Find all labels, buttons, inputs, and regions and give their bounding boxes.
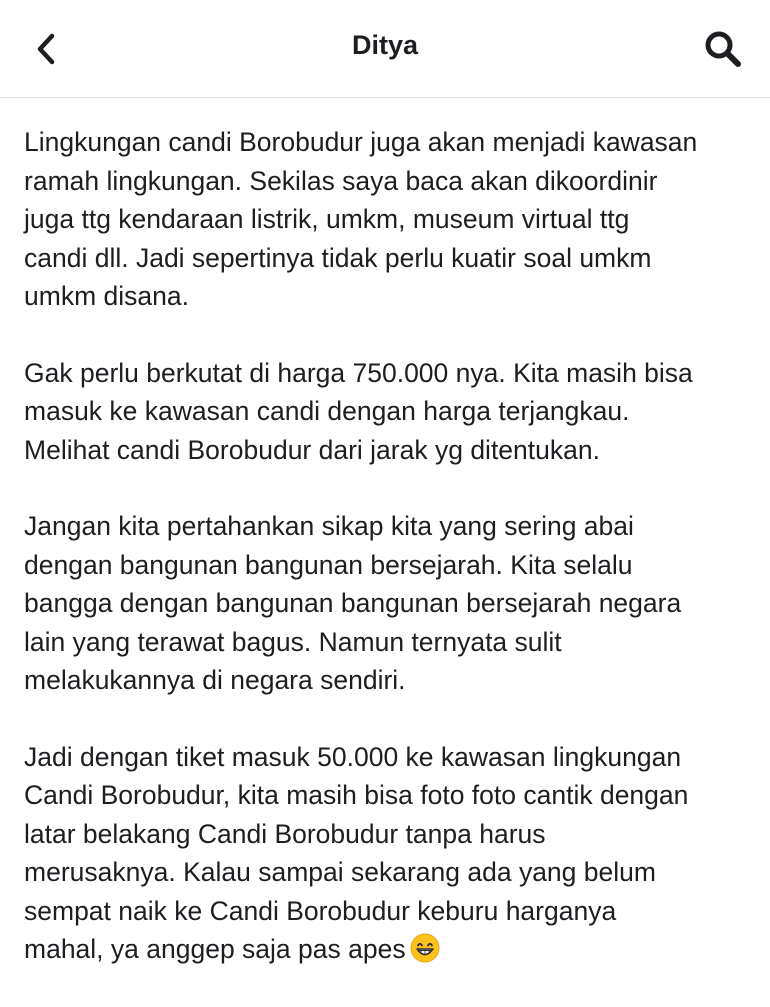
text-line: Candi Borobudur, kita masih bisa foto foto cantik dengan [24,780,689,810]
text-line: Jangan kita pertahankan sikap kita yang sering abai [24,511,634,541]
text-line: sempat naik ke Candi Borobudur keburu harganya [24,895,617,926]
text-line: ramah lingkungan. Sekilas saya baca akan dikoordinir [24,165,658,196]
paragraph-2 [24,354,752,470]
top-bar [0,0,770,98]
post-body [24,123,752,1007]
search-button[interactable] [698,24,748,74]
grinning-face-icon [410,933,440,963]
text-line-content: mahal, ya anggep saja pas apes [24,934,406,964]
text-line: dengan bangunan bangunan bersejarah. Kita selalu [24,549,633,580]
text-line-last [24,930,752,969]
text-line: lain yang terawat bagus. Namun ternyata sulit [24,626,562,657]
text-line: melakukannya di negara sendiri. [24,665,406,695]
text-line: bangga dengan bangunan bangunan bersejarah negara [24,588,682,618]
paragraph-1 [24,123,752,316]
text-line: latar belakang Candi Borobudur tanpa harus [24,818,546,849]
text-line: Melihat candi Borobudur dari jarak yg ditentukan. [24,434,600,465]
text-line: Jadi dengan tiket masuk 50.000 ke kawasan lingkungan [24,741,682,772]
text-line: masuk ke kawasan candi dengan harga terjangkau. [24,396,630,426]
text-line: umkm disana. [24,281,189,311]
page-title: Ditya [351,30,419,60]
text-line: merusaknya. Kalau sampai sekarang ada yang belum [24,857,656,887]
back-button[interactable] [26,26,66,72]
text-line: Lingkungan candi Borobudur juga akan menjadi kawasan [24,127,698,157]
paragraph-4 [24,738,752,969]
text-line: candi dll. Jadi sepertinya tidak perlu kuatir soal umkm [24,242,652,273]
text-line: Gak perlu berkutat di harga 750.000 nya. Kita masih bisa [24,357,693,388]
paragraph-3 [24,507,752,700]
text-line: juga ttg kendaraan listrik, umkm, museum virtual ttg [24,204,630,234]
search-icon [703,29,743,69]
chevron-left-icon [35,33,57,65]
